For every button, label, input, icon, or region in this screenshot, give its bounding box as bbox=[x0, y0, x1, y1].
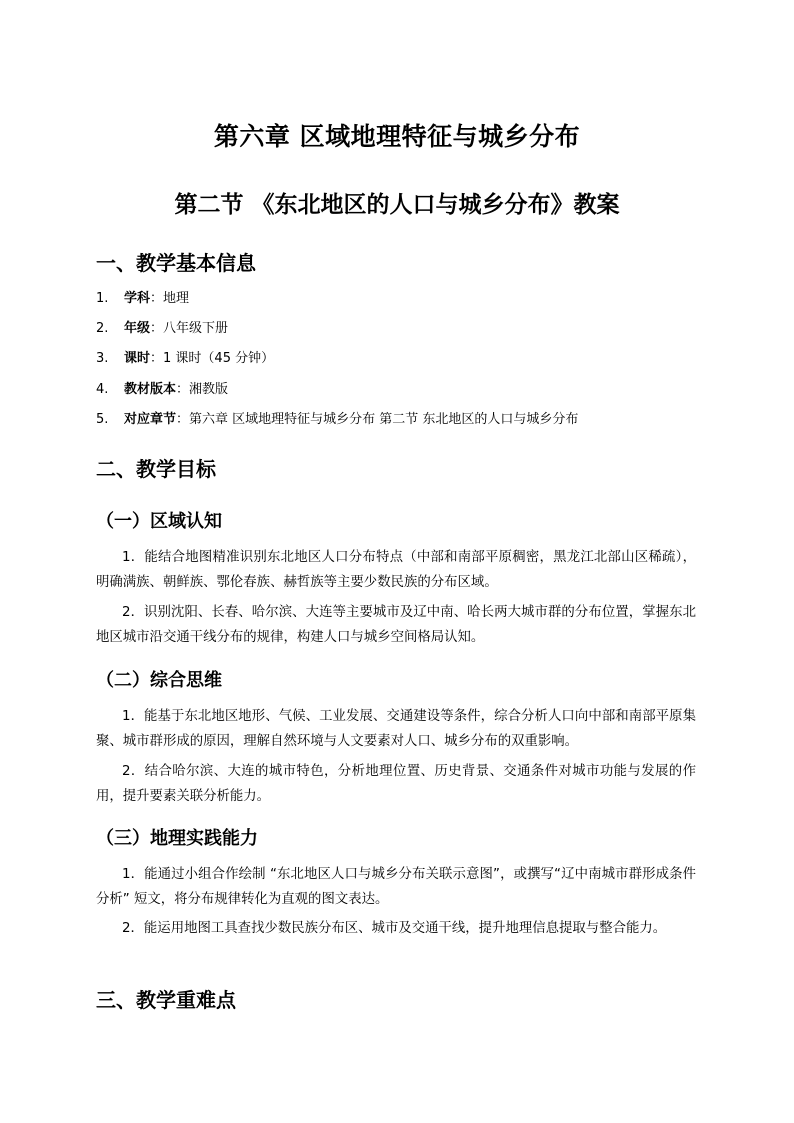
info-item-class-hours bbox=[96, 349, 274, 369]
info-value: 湘教版 bbox=[189, 382, 229, 397]
subheading-regional-cognition: （一）区域认知 bbox=[96, 511, 222, 532]
heading-basic-info: 一、教学基本信息 bbox=[96, 251, 256, 275]
info-label: 教材版本 bbox=[124, 382, 177, 397]
info-label: 课时 bbox=[124, 351, 151, 366]
info-item-subject bbox=[96, 289, 189, 309]
info-number: 1. bbox=[96, 291, 109, 306]
paragraph: 1．能通过小组合作绘制 “东北地区人口与城乡分布关联示意图”，或撰写“辽中南城市群形成条件分析” 短文，将分布规律转化为直观的图文表达。 bbox=[96, 867, 696, 907]
info-number: 4. bbox=[96, 382, 109, 397]
heading-key-difficulties: 三、教学重难点 bbox=[96, 988, 236, 1012]
paragraph: 2．结合哈尔滨、大连的城市特色，分析地理位置、历史背景、交通条件对城市功能与发展的作用，提升要素关联分析能力。 bbox=[96, 764, 696, 804]
heading-objectives: 二、教学目标 bbox=[96, 457, 216, 481]
info-label: 年级 bbox=[124, 321, 151, 336]
chapter-title: 第六章 区域地理特征与城乡分布 bbox=[213, 122, 581, 151]
info-number: 2. bbox=[96, 321, 109, 336]
info-number: 3. bbox=[96, 351, 109, 366]
info-label: 学科 bbox=[124, 291, 151, 306]
paragraph: 1．能结合地图精准识别东北地区人口分布特点（中部和南部平原稠密，黑龙江北部山区稀疏），明确满族、朝鲜族、鄂伦春族、赫哲族等主要少数民族的分布区域。 bbox=[96, 550, 696, 590]
paragraph: 1．能基于东北地区地形、气候、工业发展、交通建设等条件，综合分析人口向中部和南部平原集聚、城市群形成的原因，理解自然环境与人文要素对人口、城乡分布的双重影响。 bbox=[96, 709, 696, 749]
info-item-chapter bbox=[96, 410, 578, 430]
subheading-practice-ability: （三）地理实践能力 bbox=[96, 828, 258, 849]
info-value: 八年级下册 bbox=[163, 321, 229, 336]
subheading-integrated-thinking: （二）综合思维 bbox=[96, 670, 222, 691]
paragraph: 2．识别沈阳、长春、哈尔滨、大连等主要城市及辽中南、哈长两大城市群的分布位置，掌握东北地区城市沿交通干线分布的规律，构建人口与城乡空间格局认知。 bbox=[96, 605, 696, 645]
info-colon: ： bbox=[150, 291, 164, 306]
info-item-grade bbox=[96, 319, 228, 339]
info-value: 第六章 区域地理特征与城乡分布 第二节 东北地区的人口与城乡分布 bbox=[189, 412, 579, 427]
section-title: 第二节 《东北地区的人口与城乡分布》教案 bbox=[174, 192, 620, 218]
info-colon: ： bbox=[150, 321, 164, 336]
paragraph: 2．能运用地图工具查找少数民族分布区、城市及交通干线，提升地理信息提取与整合能力。 bbox=[122, 921, 667, 936]
info-value: 地理 bbox=[163, 291, 190, 306]
info-colon: ： bbox=[176, 382, 190, 397]
info-label: 对应章节 bbox=[124, 412, 177, 427]
info-value: 1 课时（45 分钟） bbox=[163, 351, 275, 366]
info-number: 5. bbox=[96, 412, 109, 427]
info-colon: ： bbox=[176, 412, 190, 427]
info-colon: ： bbox=[150, 351, 164, 366]
info-item-textbook bbox=[96, 380, 228, 400]
